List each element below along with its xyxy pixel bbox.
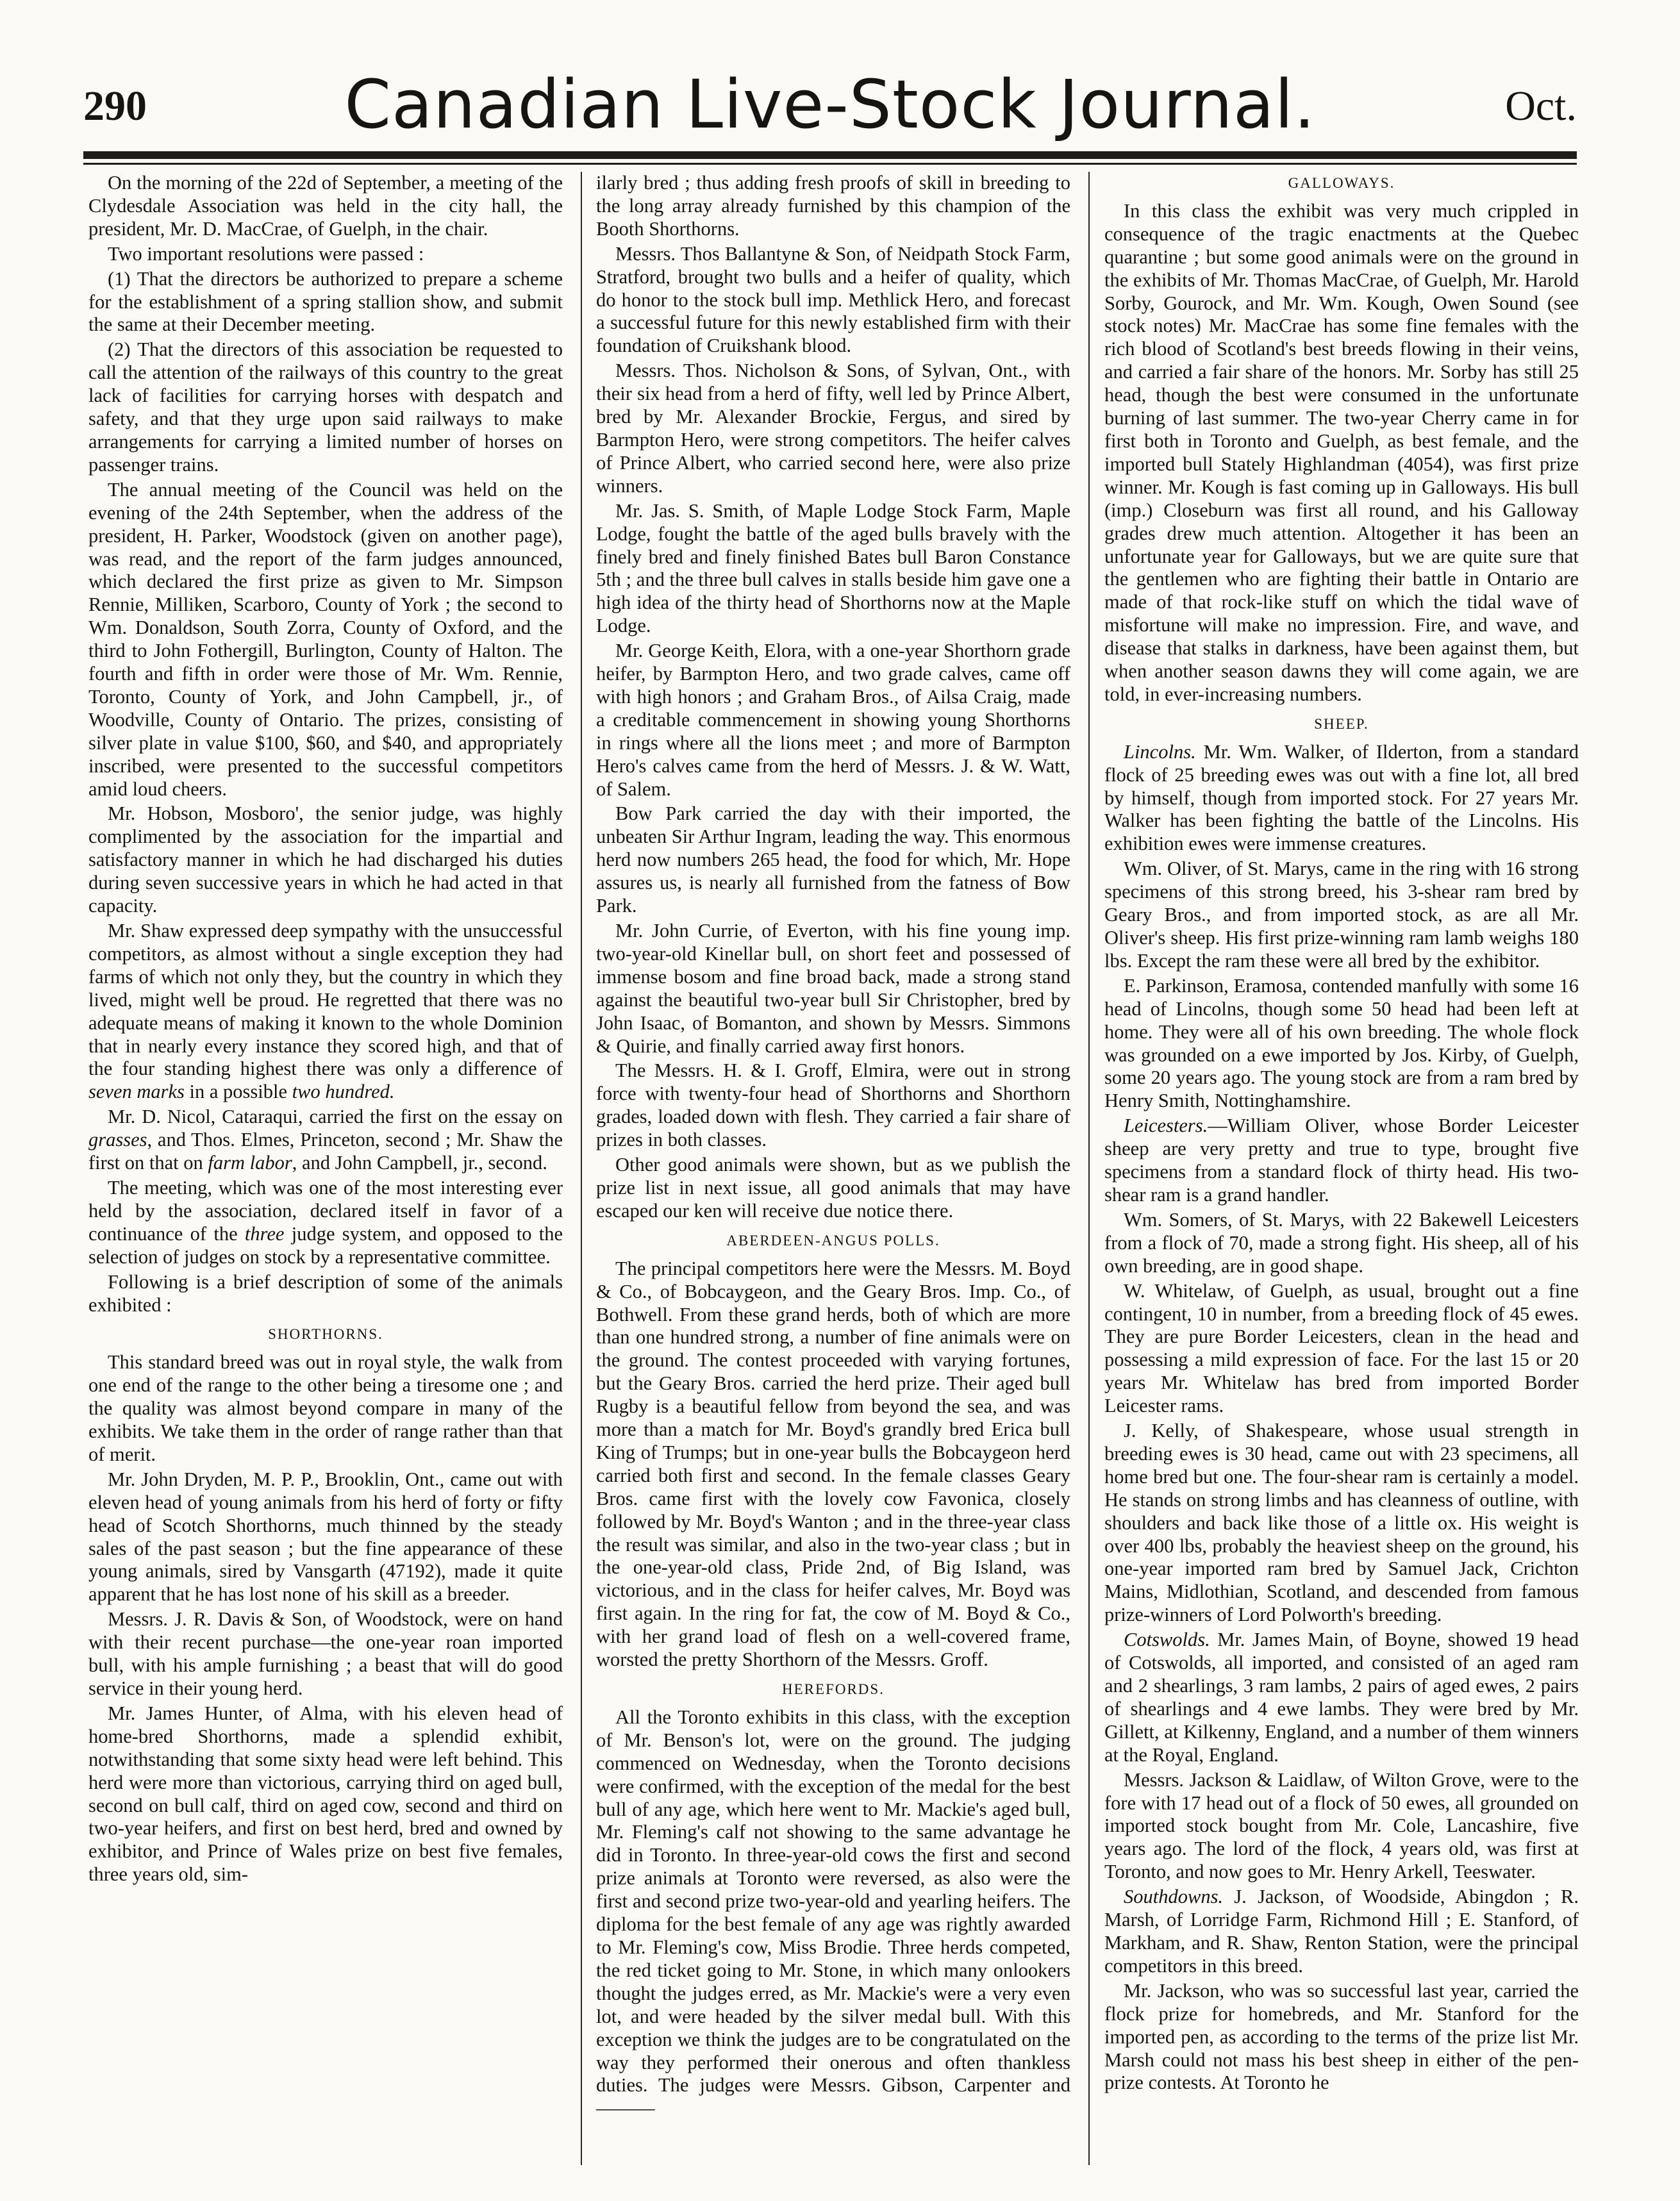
section-heading-aberdeen-angus: ABERDEEN-ANGUS POLLS. [726,1232,940,1249]
column-2 [596,172,1070,2165]
resolution: (2) That the directors of this association be requested to call the attention of the railways of this country to the great lack of facilities for carrying horses with despatch and safety, and that they urge upon said railways to make arrangements for carrying a limited number of horses on passenger trains. [88,338,563,476]
paragraph [88,1177,563,1269]
paragraph: Mr. Jas. S. Smith, of Maple Lodge Stock Farm, Maple Lodge, fought the battle of the aged bulls bravely with the finely bred and finely finished Bates bull Baron Constance 5th ; and the three bull calves in stalls beside him gave one a high idea of the thirty head of Shorthorns now at the Maple Lodge. [596,499,1070,637]
breed-lead: Lincolns. [1124,740,1196,763]
paragraph: Mr. John Currie, of Everton, with his fine young imp. two-year-old Kinellar bull, on short feet and possessed of immense bosom and fine broad back, made a strong stand against the beautiful two-year bull Sir Christopher, bred by John Isaac, of Bomanton, and shown by Messrs. Simmons & Quirie, and finally carried away first honors. [596,920,1070,1057]
text-run: Mr. Shaw expressed deep sympathy with the unsuccessful competitors, as almost without a single exception they had farms of which not only they, but the country in which they lived, might well be proud. He regretted that there was no adequate means of making it known to the whole Dominion that in nearly every instance they scored high, and that of the four standing highest there was only a difference of [88,920,563,1080]
text-run: , and Thos. Elmes, Princeton, second ; Mr. Shaw the first on that on [88,1129,563,1174]
paragraph [1104,1886,1579,1978]
text-run: Mr. James Main, of Boyne, showed 19 head of Cotswolds, all imported, and consisted of an aged ram and 2 shearlings, 3 ram lambs, 2 pairs of aged ewes, 2 pairs of shearlings and 4 ewe lambs. They were bred by Mr. Gillett, at Kilkenny, England, and a number of them winners at the Royal, England. [1104,1629,1579,1766]
text-run: —William Oliver, whose Border Leicester sheep are very pretty and true to type, brought five specimens from a standard flock of thirty head. His two-shear ram is a grand handler. [1104,1115,1579,1206]
breed-lead: Cotswolds. [1124,1629,1210,1651]
paragraph: The annual meeting of the Council was held on the evening of the 24th September, when the address of the president, H. Parker, Woodstock (given on another page), was read, and the report of the farm judges announced, which declared the first prize as given to Mr. Simpson Rennie, Milliken, Scarboro, County of York ; the second to Wm. Donaldson, South Zorra, County of Oxford, and the third to John Fothergill, Burlington, County of Halton. The fourth and fifth in order were those of Mr. Wm. Rennie, Toronto, County of York, and John Campbell, jr., of Woodville, County of Ontario. The prizes, consisting of silver plate in value $100, $60, and $40, and appropriately inscribed, were presented to the successful competitors amid loud cheers. [88,478,563,800]
paragraph: Mr. George Keith, Elora, with a one-year Shorthorn grade heifer, by Barmpton Hero, and two grade calves, came off with high honors ; and Graham Bros., of Ailsa Craig, made a creditable commencement in showing young Shorthorns in rings where all the lions meet ; and more of Barmpton Hero's calves came from the herd of Messrs. J. & W. Watt, of Salem. [596,640,1070,800]
emphasis: two hundred. [292,1081,395,1103]
column-3 [1104,172,1579,2165]
paragraph: J. Kelly, of Shakespeare, whose usual strength in breeding ewes is 30 head, came out with 23 specimens, all home bred but one. The four-shear ram is certainly a model. He stands on strong limbs and has cleanness of outline, with shoulders and back like those of a little ox. His weight is over 400 lbs, probably the heaviest sheep on the ground, his one-year imported ram bred by Samuel Jack, Crichton Mains, Midlothian, Scotland, and descended from famous prize-winners of Lord Polworth's breeding. [1104,1420,1579,1626]
paragraph [88,920,563,1104]
paragraph: Following is a brief description of some of the animals exhibited : [88,1270,563,1316]
paragraph: On the morning of the 22d of September, a meeting of the Clydesdale Association was held in the city hall, the president, Mr. D. MacCrae, of Guelph, in the chair. [88,172,563,240]
paragraph: Wm. Oliver, of St. Marys, came in the ring with 16 strong specimens of this strong breed, his 3-shear ram bred by Geary Bros., and from imported stock, as are all Mr. Oliver's sheep. His first prize-winning ram lamb weighs 180 lbs. Except the ram these were all bred by the exhibitor. [1104,858,1579,972]
paragraph: E. Parkinson, Eramosa, contended manfully with some 16 head of Lincolns, though some 50 head had been left at home. They were all of his own breeding. The whole flock was grounded on a ewe imported by Jos. Kirby, of Guelph, some 20 years ago. The young stock are from a ram bred by Henry Smith, Nottinghamshire. [1104,974,1579,1112]
paragraph: The Messrs. H. & I. Groff, Elmira, were out in strong force with twenty-four head of Shorthorns and Shorthorn grades, loaded down with flesh. They carried a fair share of prizes in both classes. [596,1059,1070,1151]
resolution: (1) That the directors be authorized to prepare a scheme for the establishment of a spring stallion show, and submit the same at their December meeting. [88,267,563,336]
journal-title: Canadian Live-Stock Journal. [344,65,1316,144]
header-rule-thin [83,163,1577,165]
paragraph: Messrs. Thos Ballantyne & Son, of Neidpath Stock Farm, Stratford, brought two bulls and a heifer of quality, which do honor to the stock bull imp. Methlick Hero, and forecast a successful future for this newly established firm with their foundation of Cruikshank blood. [596,242,1070,357]
paragraph: In this class the exhibit was very much crippled in consequence of the tragic enactments at the Quebec quarantine ; but some good animals were on the ground in the exhibits of Mr. Thomas MacCrae, of Guelph, Mr. Harold Sorby, Gourock, and Mr. Wm. Kough, Owen Sound (see stock notes) Mr. MacCrae has some fine females with the rich blood of Scotland's best breeds flowing in their veins, and carried a fair share of the honors. Mr. Sorby has still 25 head, though the best were consumed in the unfortunate burning of last summer. The two-year Cherry came in for first both in Toronto and Guelph, as best female, and the imported bull Stately Highlandman (4054), was first prize winner. Mr. Kough is fast coming up in Galloways. His bull (imp.) Closeburn was first all round, and his Galloway grades drew much attention. Altogether it has been an unfortunate year for Galloways, but we are quite sure that the gentlemen who are fighting their battle in Ontario are made of that rock-like stuff on which the tidal wave of misfortune will make no impression. Fire, and wave, and disease that stalks in darkness, have been against them, but when another season dawns they will come again, we are told, in ever-increasing numbers. [1104,199,1579,705]
issue-month: Oct. [1505,83,1577,129]
text-run: Mr. D. Nicol, Cataraqui, carried the first on the essay on [108,1106,563,1128]
masthead [83,58,1577,154]
paragraph: Wm. Somers, of St. Marys, with 22 Bakewell Leicesters from a flock of 70, made a strong fight. His sheep, all of his own breeding, are in good shape. [1104,1208,1579,1277]
page-number: 290 [83,83,147,129]
text-run: J. Jackson, of Woodside, Abingdon ; R. Marsh, of Lorridge Farm, Richmond Hill ; E. Stanford, of Markham, and R. Shaw, Renton Station, were the principal competitors in this breed. [1104,1886,1579,1977]
text-run: Mr. Wm. Walker, of Ilderton, from a standard flock of 25 breeding ewes was out with a fine lot, all bred by himself, though from imported stock. For 27 years Mr. Walker has been fighting the battle of the Lincolns. His exhibition ewes were immense creatures. [1104,740,1579,855]
header-rule-thick [83,151,1577,159]
paragraph: ilarly bred ; thus adding fresh proofs of skill in breeding to the long array already furnished by this champion of the Booth Shorthorns. [596,172,1070,240]
paragraph: Other good animals were shown, but as we publish the prize list in next issue, all good animals that may have escaped our ken will receive due notice there. [596,1154,1070,1222]
paragraph: Bow Park carried the day with their imported, the unbeaten Sir Arthur Ingram, leading the way. This enormous herd now numbers 265 head, the food for which, Mr. Hope assures us, is nearly all furnished from the fatness of Bow Park. [596,802,1070,917]
breed-lead: Leicesters. [1124,1115,1208,1137]
section-heading-herefords: HEREFORDS. [782,1681,885,1697]
paragraph [1104,1629,1579,1766]
paragraph: All the Toronto exhibits in this class, with the exception of Mr. Benson's lot, were on the ground. The judging commenced on Wednesday, when the Toronto decisions were confirmed, with the exception of the medal for the best bull of any age, which here went to Mr. Mackie's aged bull, Mr. Fleming's calf not showing to the same advantage he did in Toronto. In three-year-old cows the first and second prize animals at Toronto were reversed, as also were the first and second prize two-year-old and yearling heifers. The diploma for the best female of any age was rightly awarded to Mr. Fleming's cow, Miss Brodie. Three herds competed, the red ticket going to Mr. Stone, in which many onlookers thought the judges erred, as Mr. Mackie's were a very even lot, and were headed by the silver medal bull. With this exception we think the judges are to be congratulated on the way they performed their onerous and often thankless duties. The judges were Messrs. Gibson, Carpenter and ——— [596,1706,1070,2120]
paragraph: Mr. Hobson, Mosboro', the senior judge, was highly complimented by the association for the impartial and satisfactory manner in which he had discharged his duties during seven successive years in which he had acted in that capacity. [88,802,563,917]
paragraph: Messrs. J. R. Davis & Son, of Woodstock, were on hand with their recent purchase—the one-year roan imported bull, with his ample furnishing ; a beast that will do good service in their young herd. [88,1608,563,1699]
emphasis: grasses [88,1129,147,1151]
breed-lead: Southdowns. [1124,1886,1224,1908]
paragraph [1104,741,1579,856]
column-1 [88,172,563,2165]
emphasis: seven marks [88,1081,185,1103]
text-run: in a possible [184,1081,292,1103]
emphasis: farm labor [208,1152,292,1174]
text-run: , and John Campbell, jr., second. [292,1152,547,1174]
paragraph: This standard breed was out in royal style, the walk from one end of the range to the other being a tiresome one ; and the quality was almost beyond compare in many of the exhibits. We take them in the order of range rather than that of merit. [88,1351,563,1465]
paragraph [88,1106,563,1175]
emphasis: three [244,1222,285,1245]
section-heading-galloways: GALLOWAYS. [1288,175,1395,191]
paragraph: Messrs. Thos. Nicholson & Sons, of Sylvan, Ont., with their six head from a herd of fifty, well led by Prince Albert, bred by Mr. Alexander Brockie, Fergus, and sired by Barmpton Hero, were strong competitors. The heifer calves of Prince Albert, who carried second here, were also prize winners. [596,360,1070,497]
section-heading-sheep: SHEEP. [1314,715,1369,732]
paragraph: Mr. John Dryden, M. P. P., Brooklin, Ont., came out with eleven head of young animals from his herd of forty or fifty head of Scotch Shorthorns, much thinned by the steady sales of the past season ; but the fine appearance of these young animals, sired by Vansgarth (47192), made it quite apparent that he has lost none of his skill as a breeder. [88,1468,563,1606]
paragraph: W. Whitelaw, of Guelph, as usual, brought out a fine contingent, 10 in number, from a breeding flock of 45 ewes. They are pure Border Leicesters, clean in the head and possessing a mild expression of face. For the last 15 or 20 years Mr. Whitelaw has bred from imported Border Leicester rams. [1104,1279,1579,1417]
paragraph: Two important resolutions were passed : [108,242,424,265]
text-run: The meeting, which was one of the most interesting ever held by the association, declared itself in favor of a continuance of the [88,1176,563,1245]
paragraph [1104,1115,1579,1207]
column-divider [581,172,582,2165]
paragraph: Mr. Jackson, who was so successful last year, carried the flock prize for homebreds, and Mr. Stanford for the imported pen, as according to the terms of the prize list Mr. Marsh could not mass his best sheep in either of the pen-prize contests. At Toronto he [1104,1979,1579,2094]
paragraph: The principal competitors here were the Messrs. M. Boyd & Co., of Bobcaygeon, and the Geary Bros. Imp. Co., of Bothwell. From these grand herds, both of which are more than one hundred strong, a number of fine animals were on the ground. The contest proceeded with varying fortunes, but the Geary Bros. carried the herd prize. Their aged bull Rugby is a beautiful fellow from beyond the sea, and was more than a match for Mr. Boyd's grandly bred Erica bull King of Trumps; but in one-year bulls the Bobcaygeon herd carried both first and second. In the female classes Geary Bros. came first with the lovely cow Favonica, closely followed by Mr. Boyd's Wanton ; and in the three-year class the result was similar, and also in the two-year class ; but in the one-year-old class, Pride 2nd, of Big Island, was victorious, and in the class for heifer calves, Mr. Boyd was first again. In the ring for fat, the cow of M. Boyd & Co., with her grand load of flesh on a well-covered frame, worsted the pretty Shorthorn of the Messrs. Groff. [596,1257,1070,1671]
section-heading-shorthorns: SHORTHORNS. [268,1326,383,1343]
paragraph: Mr. James Hunter, of Alma, with his eleven head of home-bred Shorthorns, made a splendid exhibit, notwithstanding that some sixty head were left behind. This herd were more than victorious, carrying third on aged bull, second on bull calf, third on aged cow, second and third on two-year heifers, and first on best herd, bred and owned by exhibitor, and Prince of Wales prize on best five females, three years old, sim- [88,1702,563,1886]
column-divider [1088,172,1090,2165]
text-run: judge system, and opposed to the selection of judges on stock by a representative committee. [88,1222,563,1268]
paragraph: Messrs. Jackson & Laidlaw, of Wilton Grove, were to the fore with 17 head out of a flock of 50 ewes, all grounded on imported stock bought from Mr. Cole, Lancashire, five years ago. The lord of the flock, 4 years old, was first at Toronto, and now goes to Mr. Henry Arkell, Teeswater. [1104,1768,1579,1883]
